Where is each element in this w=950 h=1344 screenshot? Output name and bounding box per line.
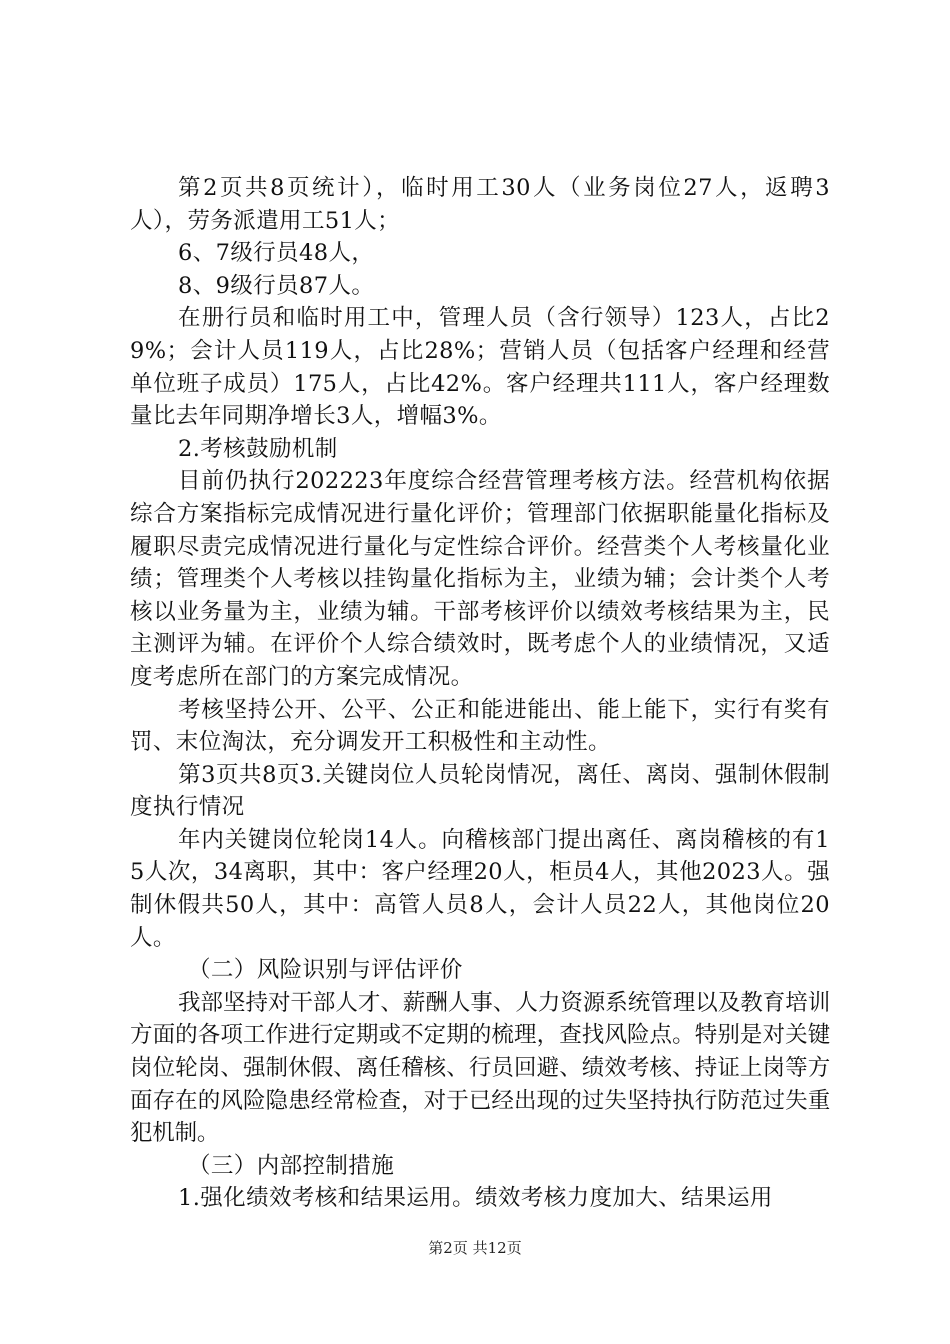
paragraph-assessment-method: 目前仍执行202223年度综合经营管理考核方法。经营机构依据综合方案指标完成情况进行量化评价；管理部门依据职能量化指标及履职尽责完成情况进行量化与定性综合评价。经营类个人考核量化业绩；管理类个人考核以挂钩量化指标为主，业绩为辅；会计类个人考核以业务量为主，业绩为辅。干部考核评价以绩效考核结果为主，民主测评为辅。在评价个人综合绩效时，既考虑个人的业绩情况，又适度考虑所在部门的方案完成情况。: [130, 468, 830, 690]
paragraph-staffing-stats: 第2页共8页统计），临时用工30人（业务岗位27人，返聘3人），劳务派遣用工51人；: [130, 175, 830, 234]
heading-internal-control: （三）内部控制措施: [188, 1152, 395, 1179]
paragraph-grade-6-7: 6、7级行员48人，: [178, 240, 375, 267]
paragraph-staff-ratio: 在册行员和临时用工中，管理人员（含行领导）123人，占比29%；会计人员119人，占比28%；营销人员（包括客户经理和经营单位班子成员）175人，占比42%。客户经理共111人，客户经理数量比去年同期净增长3人，增幅3%。: [130, 305, 830, 430]
heading-job-rotation: 第3页共8页3.关键岗位人员轮岗情况，离任、离岗、强制休假制度执行情况: [130, 761, 830, 821]
paragraph-assessment-principles: 考核坚持公开、公平、公正和能进能出、能上能下，实行有奖有罚、末位淘汰，充分调发开工积极性和主动性。: [130, 696, 830, 756]
paragraph-performance-assessment: 1.强化绩效考核和结果运用。绩效考核力度加大、结果运用: [178, 1185, 773, 1212]
heading-assessment-mechanism: 2.考核鼓励机制: [178, 435, 338, 462]
document-body: [130, 172, 830, 1215]
paragraph-rotation-details: 年内关键岗位轮岗14人。向稽核部门提出离任、离岗稽核的有15人次，34离职，其中：客户经理20人，柜员4人，其他2023人。强制休假共50人，其中：高管人员8人，会计人员22人，其他岗位20人。: [130, 826, 830, 951]
page-footer: 第2页 共12页: [428, 1239, 522, 1257]
paragraph-risk-review: 我部坚持对干部人才、薪酬人事、人力资源系统管理以及教育培训方面的各项工作进行定期或不定期的梳理，查找风险点。特别是对关键岗位轮岗、强制休假、离任稽核、行员回避、绩效考核、持证上岗等方面存在的风险隐患经常检查，对于已经出现的过失坚持执行防范过失重犯机制。: [130, 989, 830, 1147]
heading-risk-identification: （二）风险识别与评估评价: [188, 957, 463, 984]
paragraph-grade-8-9: 8、9级行员87人。: [178, 272, 375, 299]
